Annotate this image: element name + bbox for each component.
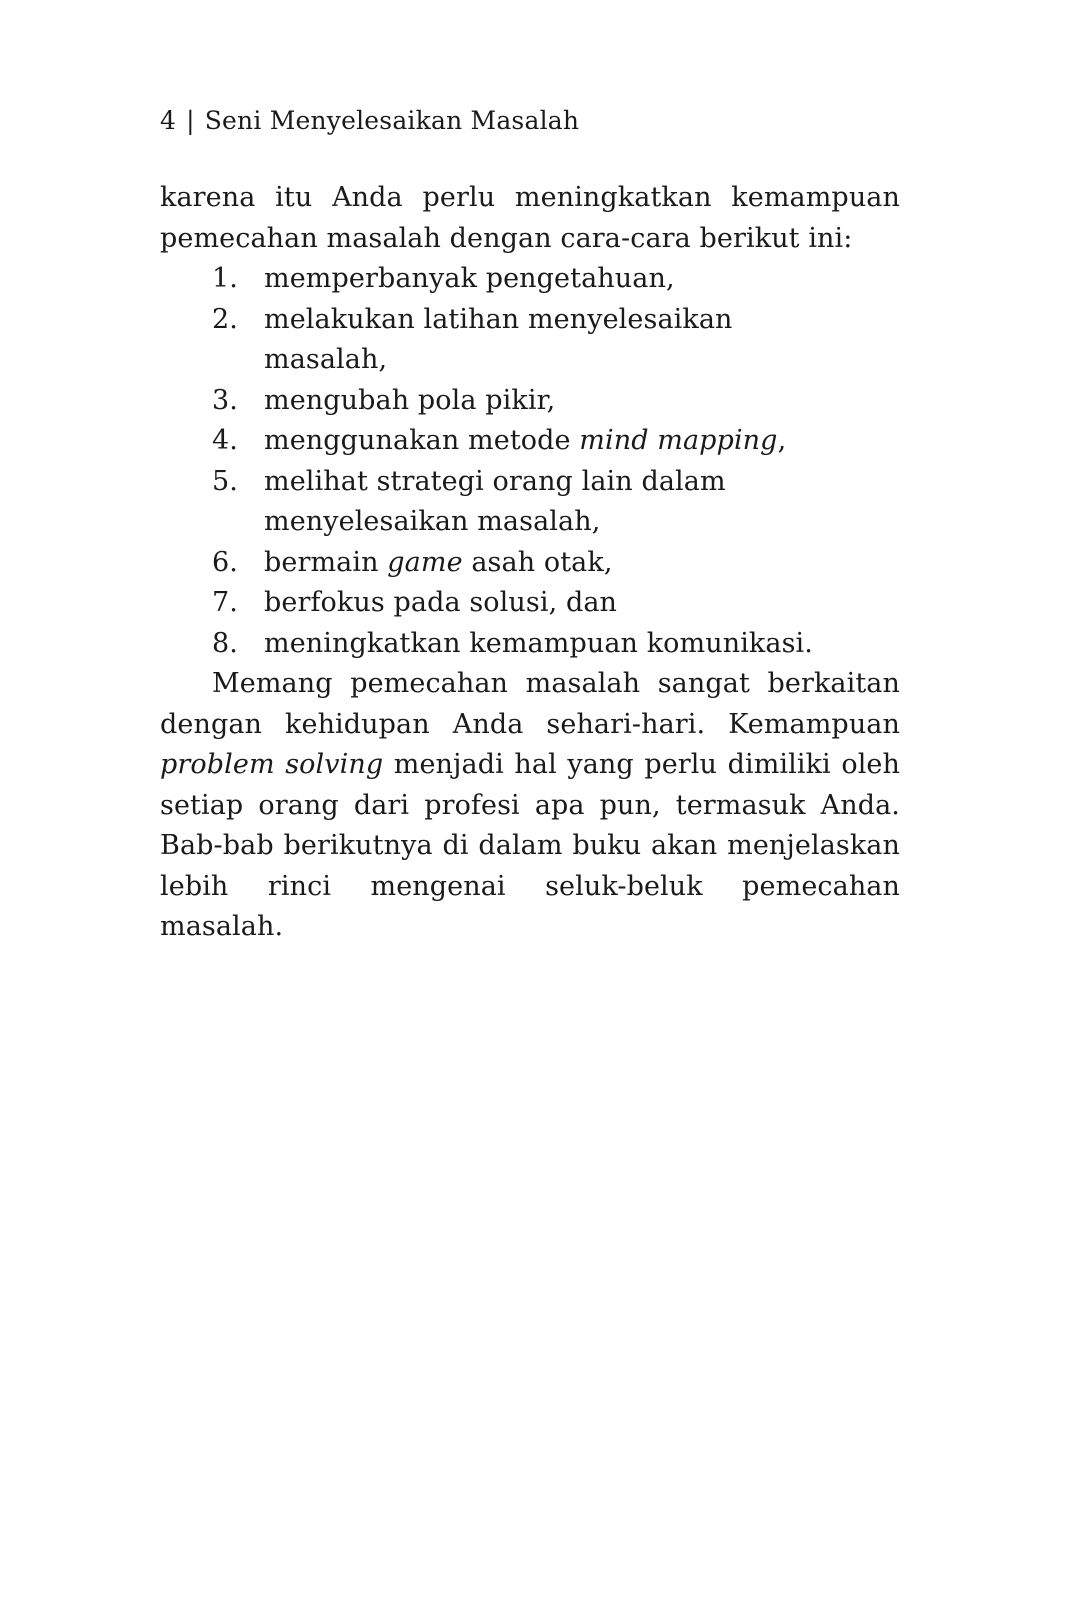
list-item xyxy=(160,421,900,462)
list-item xyxy=(160,462,900,543)
list-item-text: memperbanyak pengetahuan, xyxy=(264,263,675,294)
list-item-number: 7. xyxy=(212,587,238,618)
closing-paragraph: Memang pemecahan masalah sangat berkaitan dengan kehidupan Anda sehari-hari. Kemampuan problem solving menjadi hal yang perlu dimiliki oleh setiap orang dari profesi apa pun, termasuk Anda. Bab-bab berikutnya di dalam buku akan menjelaskan lebih rinci mengenai seluk-beluk pemecahan masalah. xyxy=(160,668,901,942)
intro-paragraph: karena itu Anda perlu meningkatkan kemampuan pemecahan masalah dengan cara-cara berikut ini: xyxy=(160,182,900,254)
list-item xyxy=(160,381,900,422)
page-body xyxy=(160,178,900,948)
list-item xyxy=(160,624,900,665)
list-item-text: berfokus pada solusi, dan xyxy=(264,587,618,618)
list-item-number: 5. xyxy=(212,465,238,497)
list-item-number: 8. xyxy=(212,627,238,659)
list-item-text: bermain game asah otak, xyxy=(264,546,613,578)
list-item xyxy=(160,300,900,381)
list-item-number: 3. xyxy=(212,384,238,416)
list-item-number: 2. xyxy=(212,303,238,335)
italic-term: problem solving xyxy=(160,749,384,780)
methods-list xyxy=(160,259,900,664)
header-separator: | xyxy=(186,106,195,135)
list-item-number: 6. xyxy=(212,546,238,578)
list-item xyxy=(160,543,900,584)
italic-term: mind mapping xyxy=(579,425,778,456)
italic-term: game xyxy=(387,546,463,578)
book-title: Seni Menyelesaikan Masalah xyxy=(204,106,580,135)
list-item-text: melihat strategi orang lain dalam menyelesaikan masalah, xyxy=(264,465,726,537)
list-item xyxy=(160,583,900,624)
page-number: 4 xyxy=(160,106,177,135)
list-item-number: 4. xyxy=(212,425,238,456)
list-item-text: menggunakan metode mind mapping, xyxy=(264,425,787,456)
list-item-text: melakukan latihan menyelesaikan masalah, xyxy=(264,303,733,375)
list-item xyxy=(160,259,900,300)
list-item-text: mengubah pola pikir, xyxy=(264,384,556,416)
list-item-text: meningkatkan kemampuan komunikasi. xyxy=(264,627,813,659)
list-item-number: 1. xyxy=(212,263,238,294)
running-header xyxy=(160,104,900,138)
book-page xyxy=(160,104,900,948)
